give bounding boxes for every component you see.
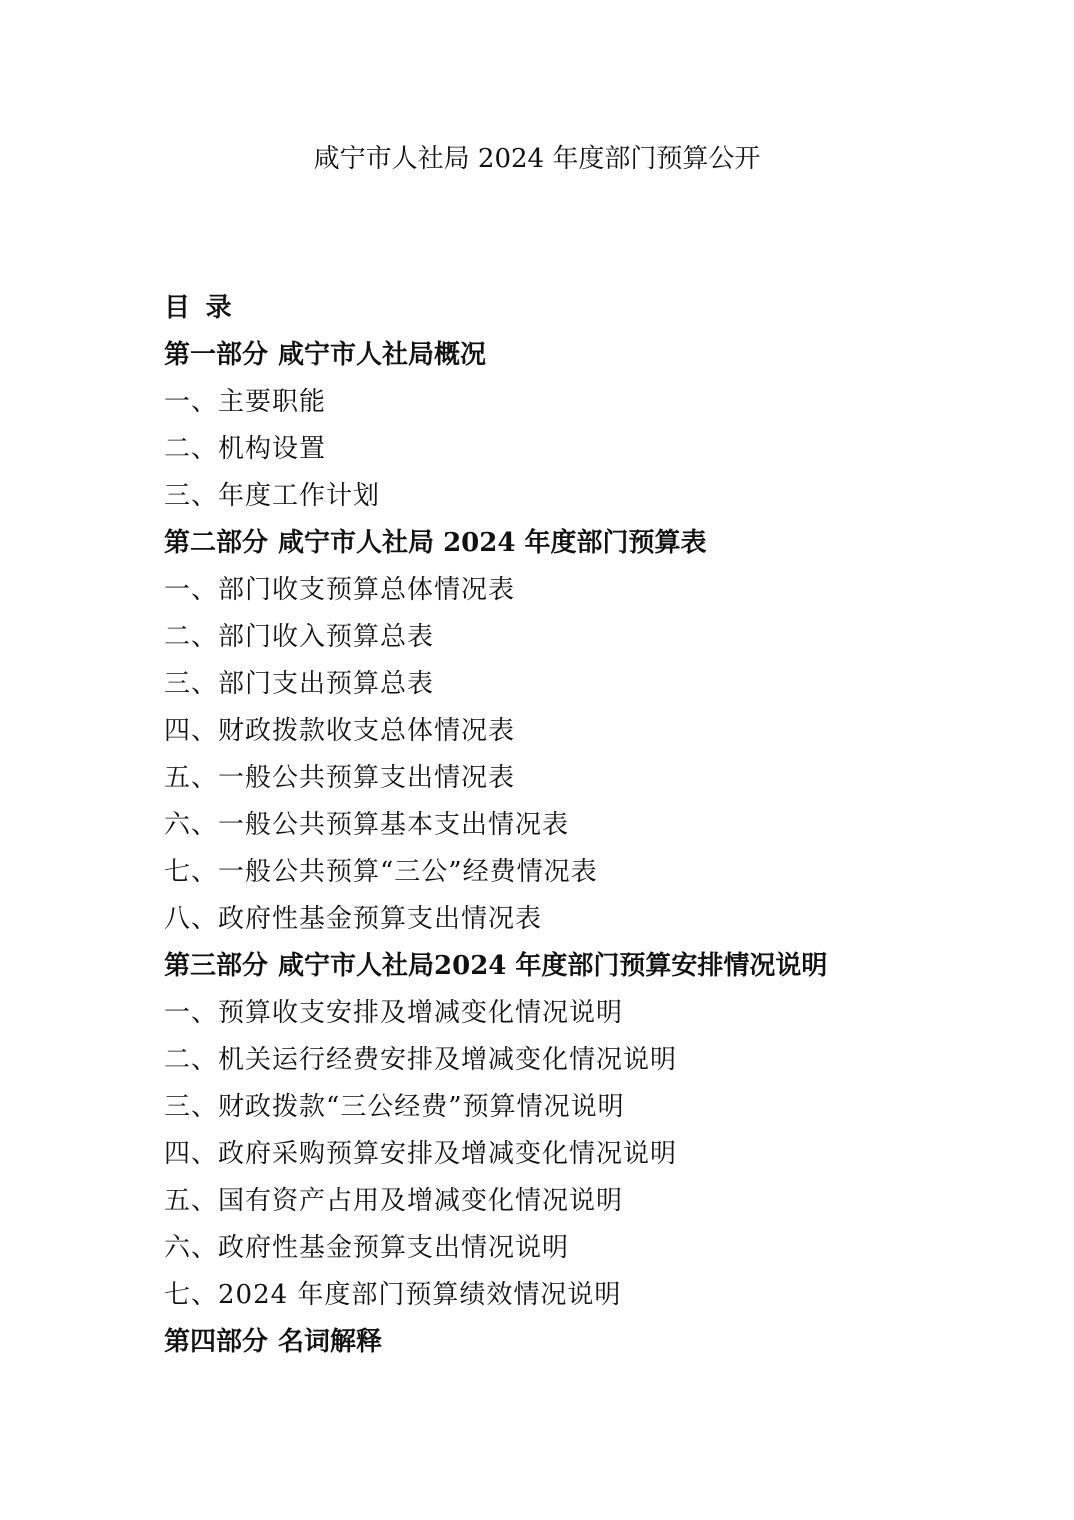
toc-heading xyxy=(164,289,924,336)
toc-item: 六、一般公共预算基本支出情况表 xyxy=(164,810,570,840)
toc-item: 二、部门收入预算总表 xyxy=(164,622,435,652)
table-of-contents xyxy=(164,289,924,1370)
toc-item: 三、年度工作计划 xyxy=(164,481,381,511)
toc-item: 五、一般公共预算支出情况表 xyxy=(164,763,516,793)
toc-part-3-title: 咸宁市人社局2024 年度部门预算安排情况说明 xyxy=(278,951,828,981)
toc-item: 二、机关运行经费安排及增减变化情况说明 xyxy=(164,1045,678,1075)
toc-item: 一、部门收支预算总体情况表 xyxy=(164,575,516,605)
toc-item: 七、2024 年度部门预算绩效情况说明 xyxy=(164,1280,622,1310)
toc-part-1 xyxy=(164,336,924,383)
document-title: 咸宁市人社局 2024 年度部门预算公开 xyxy=(313,144,761,174)
toc-part-2-label: 第二部分 xyxy=(164,528,269,558)
toc-item: 四、财政拨款收支总体情况表 xyxy=(164,716,516,746)
toc-part-1-title: 咸宁市人社局概况 xyxy=(278,340,487,370)
toc-part-4 xyxy=(164,1323,924,1370)
toc-part-2-title: 咸宁市人社局 2024 年度部门预算表 xyxy=(278,528,707,558)
toc-part-1-label: 第一部分 xyxy=(164,340,269,370)
toc-heading-char-1: 目 xyxy=(164,293,191,323)
toc-part-3-label: 第三部分 xyxy=(164,951,269,981)
toc-item: 二、机构设置 xyxy=(164,434,327,464)
toc-item: 八、政府性基金预算支出情况表 xyxy=(164,904,543,934)
toc-item: 五、国有资产占用及增减变化情况说明 xyxy=(164,1186,624,1216)
toc-item: 一、主要职能 xyxy=(164,387,327,417)
toc-part-4-label: 第四部分 xyxy=(164,1327,269,1357)
toc-item: 三、财政拨款“三公经费”预算情况说明 xyxy=(164,1092,625,1122)
toc-item: 三、部门支出预算总表 xyxy=(164,669,435,699)
toc-item: 六、政府性基金预算支出情况说明 xyxy=(164,1233,570,1263)
toc-part-3 xyxy=(164,947,924,994)
toc-item: 七、一般公共预算“三公”经费情况表 xyxy=(164,857,598,887)
toc-part-4-title: 名词解释 xyxy=(278,1327,383,1357)
toc-item: 四、政府采购预算安排及增减变化情况说明 xyxy=(164,1139,678,1169)
toc-heading-char-2: 录 xyxy=(205,293,232,323)
toc-part-2 xyxy=(164,524,924,571)
toc-item: 一、预算收支安排及增减变化情况说明 xyxy=(164,998,624,1028)
